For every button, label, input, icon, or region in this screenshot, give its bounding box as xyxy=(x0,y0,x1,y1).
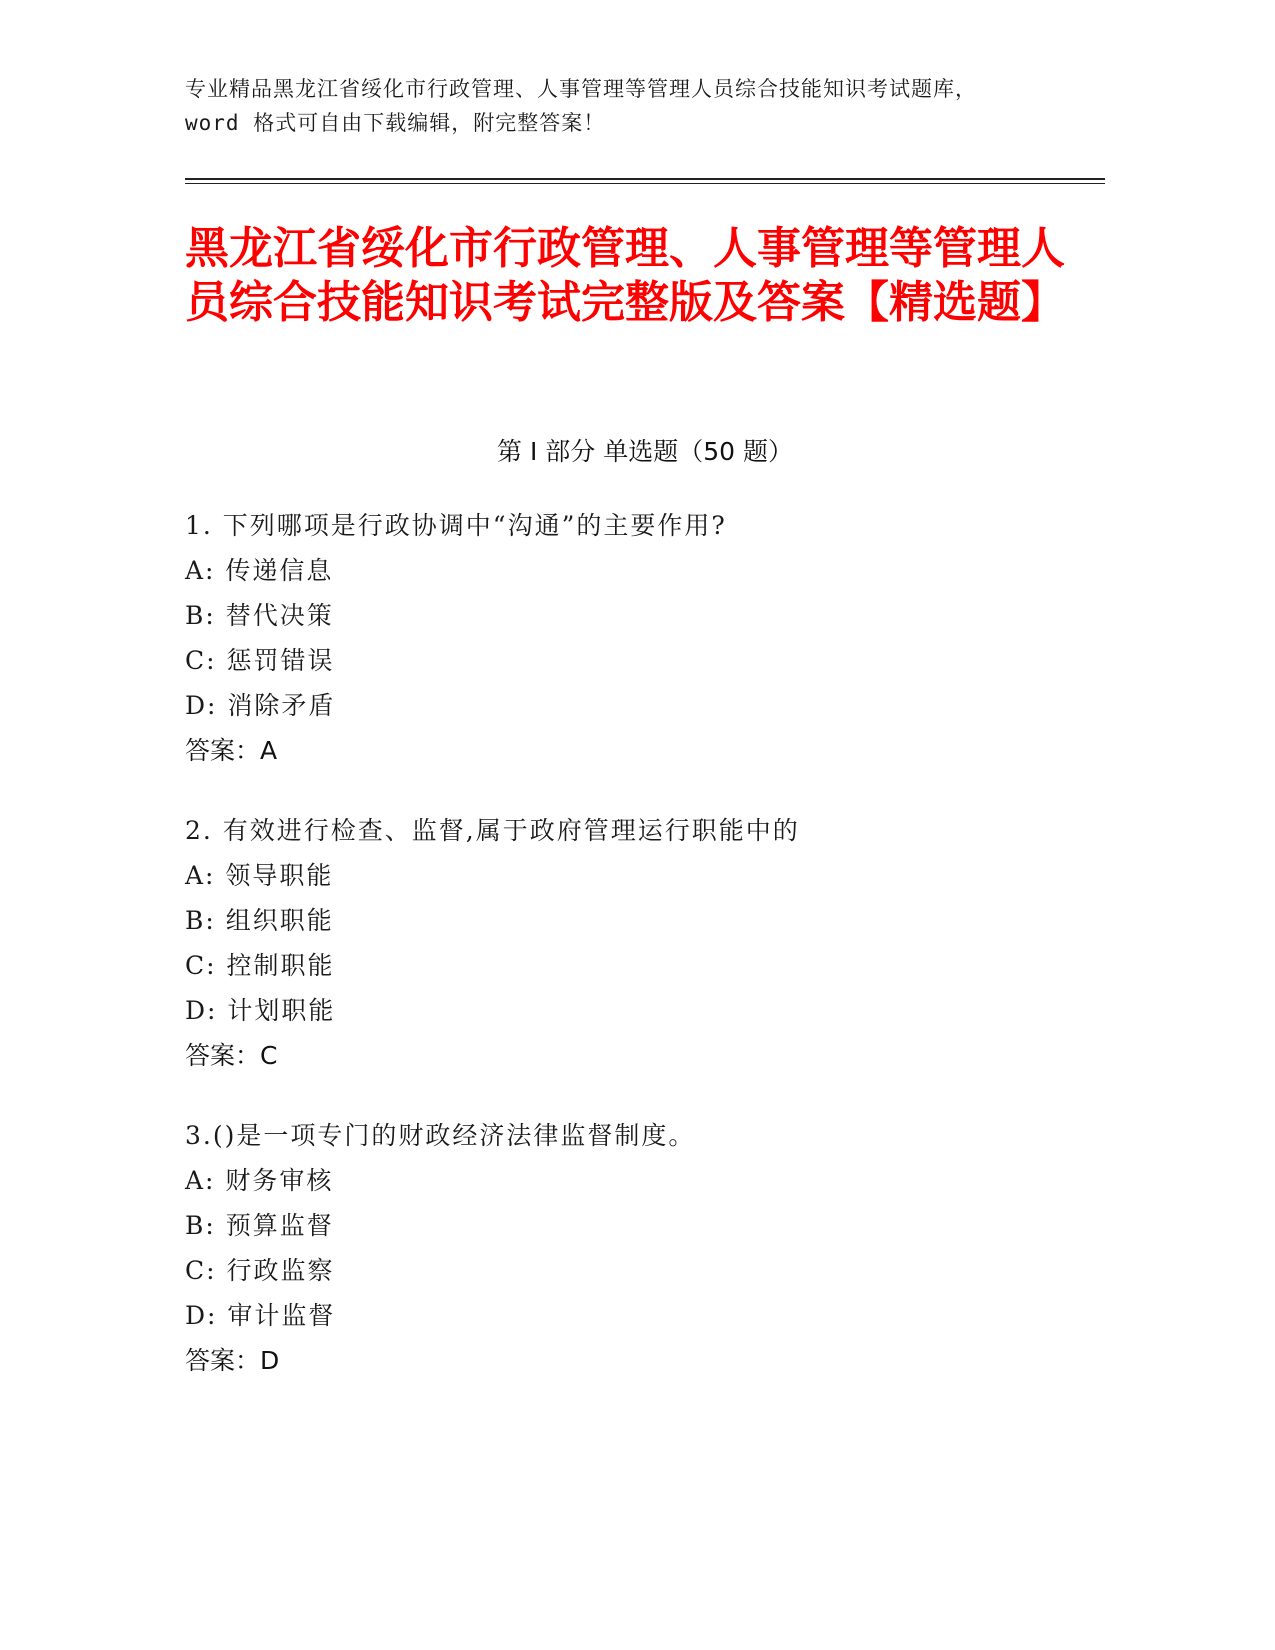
header-rule-thin xyxy=(185,183,1105,184)
section-heading: 第 I 部分 单选题（50 题） xyxy=(497,437,793,466)
option-c: C: 行政监察 xyxy=(185,1256,335,1285)
header-note xyxy=(185,72,1105,140)
question-item xyxy=(185,1113,1085,1383)
answer-line: 答案：D xyxy=(185,1346,280,1375)
header-rule-thick xyxy=(185,178,1105,180)
option-d: D: 计划职能 xyxy=(185,996,336,1025)
question-item xyxy=(185,808,1085,1078)
answer-line: 答案：A xyxy=(185,736,278,765)
option-d: D: 消除矛盾 xyxy=(185,691,336,720)
option-a: A: 传递信息 xyxy=(185,556,334,585)
header-note-line-1: 专业精品黑龙江省绥化市行政管理、人事管理等管理人员综合技能知识考试题库， xyxy=(185,77,977,101)
question-stem: 3.()是一项专门的财政经济法律监督制度。 xyxy=(185,1121,696,1150)
option-b: B: 组织职能 xyxy=(185,906,334,935)
option-a: A: 领导职能 xyxy=(185,861,334,890)
option-b: B: 预算监督 xyxy=(185,1211,334,1240)
document-title: 黑龙江省绥化市行政管理、人事管理等管理人员综合技能知识考试完整版及答案【精选题】 xyxy=(185,223,1065,328)
option-c: C: 控制职能 xyxy=(185,951,335,980)
header-note-line-2: word 格式可自由下载编辑，附完整答案！ xyxy=(185,111,606,135)
question-item xyxy=(185,503,1085,773)
option-b: B: 替代决策 xyxy=(185,601,334,630)
option-d: D: 审计监督 xyxy=(185,1301,336,1330)
question-stem: 2. 有效进行检查、监督,属于政府管理运行职能中的 xyxy=(185,816,800,845)
option-c: C: 惩罚错误 xyxy=(185,646,335,675)
option-a: A: 财务审核 xyxy=(185,1166,334,1195)
answer-line: 答案：C xyxy=(185,1041,278,1070)
question-stem: 1. 下列哪项是行政协调中“沟通”的主要作用? xyxy=(185,511,727,540)
